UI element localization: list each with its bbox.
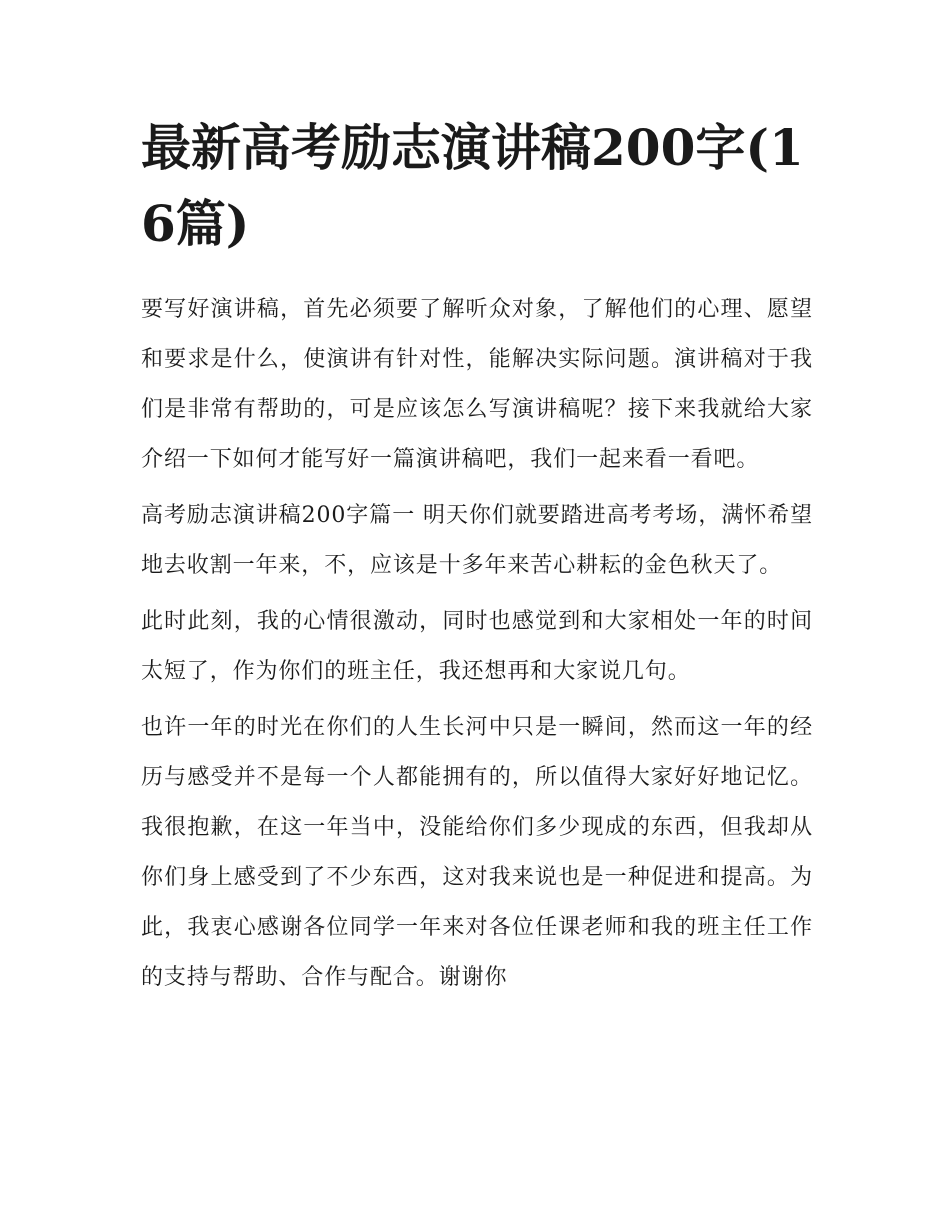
intro-paragraph: 要写好演讲稿，首先必须要了解听众对象，了解他们的心理、愿望和要求是什么，使演讲有针对性，能解决实际问题。演讲稿对于我们是非常有帮助的，可是应该怎么写演讲稿呢？接下来我就给大家介绍一下如何才能写好一篇演讲稿吧，我们一起来看一看吧。 bbox=[141, 297, 813, 472]
speech-paragraph-3: 也许一年的时光在你们的人生长河中只是一瞬间，然而这一年的经历与感受并不是每一个人都能拥有的，所以值得大家好好地记忆。我很抱歉，在这一年当中，没能给你们多少现成的东西，但我却从你们身上感受到了不少东西，这对我来说也是一种促进和提高。为此，我衷心感谢各位同学一年来对各位任课老师和我的班主任工作的支持与帮助、合作与配合。谢谢你 bbox=[141, 715, 813, 990]
speech-paragraph-2: 此时此刻，我的心情很激动，同时也感觉到和大家相处一年的时间太短了，作为你们的班主任，我还想再和大家说几句。 bbox=[141, 609, 813, 684]
speech-paragraph-1: 高考励志演讲稿200字篇一 明天你们就要踏进高考考场，满怀希望地去收割一年来，不，应该是十多年来苦心耕耘的金色秋天了。 bbox=[141, 503, 813, 578]
document-page bbox=[141, 110, 813, 1003]
document-title: 最新高考励志演讲稿200字(16篇) bbox=[141, 118, 804, 253]
